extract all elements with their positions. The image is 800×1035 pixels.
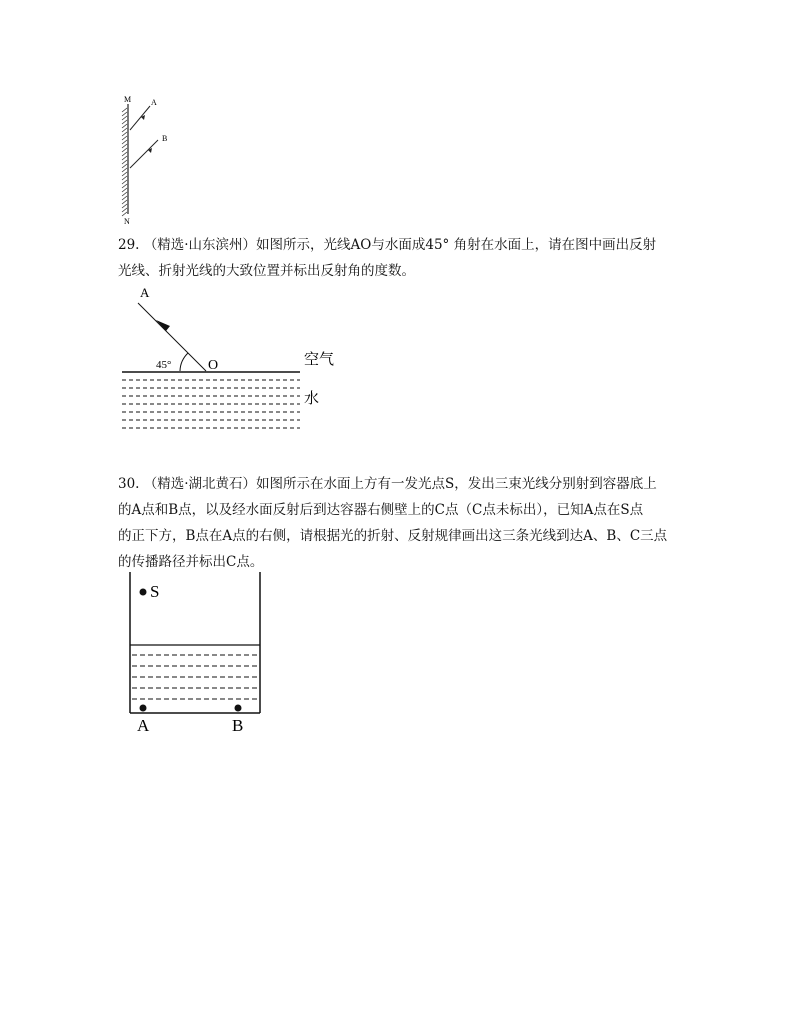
ray-a — [130, 106, 150, 130]
hatch-mark — [122, 140, 127, 144]
hatch-mark — [122, 112, 127, 116]
question-29 — [118, 232, 678, 284]
hatch-mark — [122, 160, 127, 164]
hatch-mark — [122, 180, 127, 184]
hatch-mark — [122, 120, 127, 124]
label-a: A — [137, 716, 150, 735]
label-a: A — [151, 98, 157, 107]
ray-b — [130, 140, 158, 168]
hatch-mark — [122, 176, 127, 180]
hatch-mark — [122, 200, 127, 204]
hatch-mark — [122, 172, 127, 176]
q30-line-2: 的A点和B点，以及经水面反射后到达容器右侧壁上的C点（C点未标出），已知A点在S点 — [118, 502, 644, 518]
hatch-mark — [122, 208, 127, 212]
hatch-mark — [122, 156, 127, 160]
water-dashes — [132, 655, 258, 699]
hatch-mark — [122, 108, 127, 112]
point-s — [140, 589, 147, 596]
hatch-mark — [122, 168, 127, 172]
hatch-mark — [122, 204, 127, 208]
water-dashes — [122, 380, 300, 428]
hatch-mark — [122, 188, 127, 192]
hatch-mark — [122, 148, 127, 152]
angle-arc — [180, 353, 188, 371]
incident-ray — [138, 303, 206, 371]
q30-line-4: 的传播路径并标出C点。 — [118, 554, 264, 570]
label-b: B — [232, 716, 244, 735]
container-figure — [118, 568, 278, 738]
hatch-mark — [122, 124, 127, 128]
hatch-mark — [122, 128, 127, 132]
hatch-mark — [122, 212, 127, 216]
hatch-mark — [122, 152, 127, 156]
label-water: 水 — [304, 389, 320, 407]
q30-line-1: 30. （精选·湖北黄石）如图所示在水面上方有一发光点S，发出三束光线分别射到容器底上 — [118, 476, 657, 492]
point-b — [235, 705, 242, 712]
hatch-mark — [122, 144, 127, 148]
q29-line-2: 光线、折射光线的大致位置并标出反射角的度数。 — [118, 263, 415, 279]
hatch-mark — [122, 132, 127, 136]
label-a: A — [140, 285, 150, 300]
hatch-mark — [122, 184, 127, 188]
label-s: S — [150, 582, 160, 601]
incident-ray-arrow — [156, 320, 170, 331]
label-m: M — [124, 95, 132, 104]
label-air: 空气 — [304, 350, 335, 368]
label-angle: 45° — [156, 359, 172, 371]
hatch-mark — [122, 196, 127, 200]
mirror-hatching — [122, 108, 127, 216]
point-a — [140, 705, 147, 712]
water-surface-figure — [118, 280, 368, 440]
mirror-figure — [110, 92, 180, 227]
hatch-mark — [122, 116, 127, 120]
q29-line-1: 29. （精选·山东滨州）如图所示，光线AO与水面成45° 角射在水面上，请在图中画出反射 — [118, 237, 657, 253]
label-n: N — [124, 217, 130, 226]
question-30 — [118, 471, 678, 575]
label-b: B — [162, 134, 168, 143]
hatch-mark — [122, 136, 127, 140]
hatch-mark — [122, 164, 127, 168]
hatch-mark — [122, 192, 127, 196]
q30-line-3: 的正下方，B点在A点的右侧，请根据光的折射、反射规律画出这三条光线到达A、B、C三点 — [118, 528, 668, 544]
label-o: O — [208, 358, 219, 373]
